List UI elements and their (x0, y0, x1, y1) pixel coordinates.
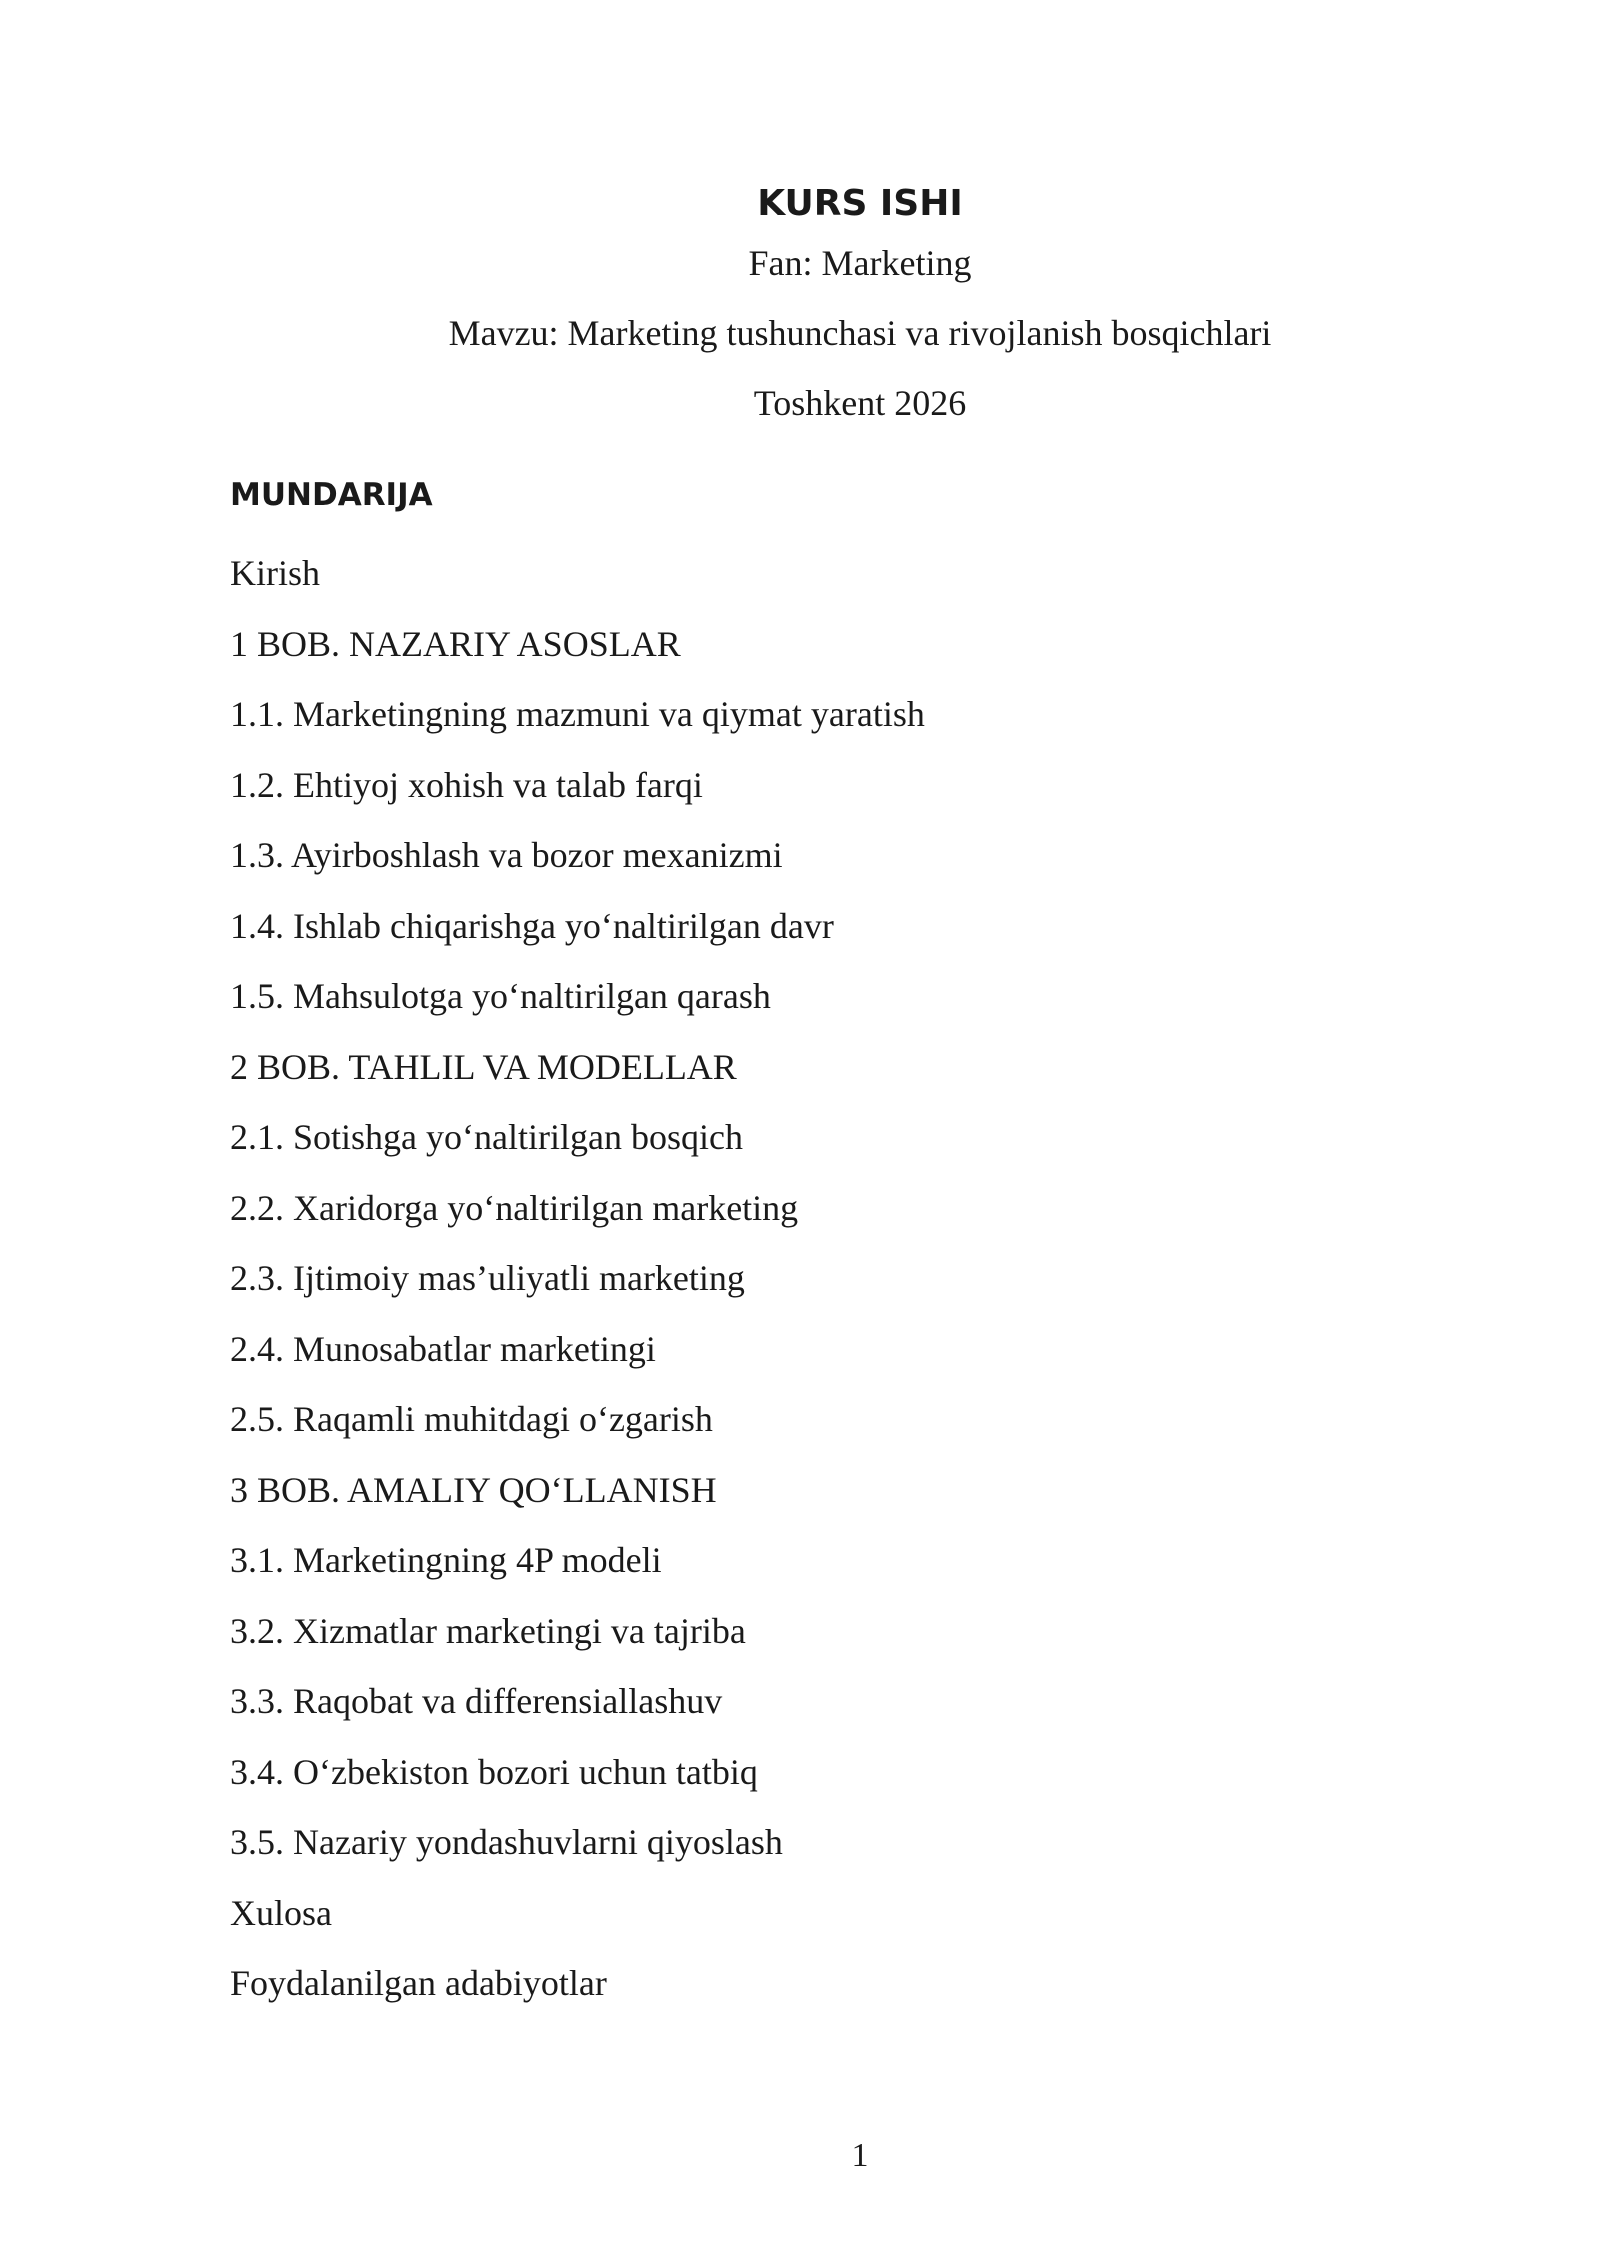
table-of-contents-heading: MUNDARIJA (230, 477, 433, 513)
toc-item: 3.4. O‘zbekiston bozori uchun tatbiq (230, 1751, 758, 1792)
toc-item: Kirish (230, 553, 320, 593)
toc-item: 3.3. Raqobat va differensiallashuv (230, 1681, 723, 1721)
toc-item: 2.2. Xaridorga yo‘naltirilgan marketing (230, 1187, 799, 1228)
toc-item: Foydalanilgan adabiyotlar (230, 1963, 607, 2003)
toc-item: 3.1. Marketingning 4P modeli (230, 1540, 662, 1580)
page-number: 1 (851, 2137, 869, 2174)
toc-item: Xulosa (230, 1892, 332, 1933)
toc-item: 2 BOB. TAHLIL VA MODELLAR (230, 1046, 737, 1087)
table-of-contents (230, 545, 925, 2026)
toc-item: 1.2. Ehtiyoj xohish va talab farqi (230, 764, 703, 805)
toc-item: 2.5. Raqamli muhitdagi o‘zgarish (230, 1399, 713, 1439)
toc-item: 1.4. Ishlab chiqarishga yo‘naltirilgan davr (230, 905, 834, 946)
toc-item: 1.3. Ayirboshlash va bozor mexanizmi (230, 835, 783, 875)
toc-item: 2.3. Ijtimoiy mas’uliyatli marketing (230, 1258, 745, 1298)
place-year-line: Toshkent 2026 (753, 383, 967, 423)
toc-item: 3.2. Xizmatlar marketingi va tajriba (230, 1610, 746, 1651)
toc-item: 1.1. Marketingning mazmuni va qiymat yaratish (230, 694, 925, 734)
toc-item: 1.5. Mahsulotga yo‘naltirilgan qarash (230, 976, 771, 1016)
topic-line: Mavzu: Marketing tushunchasi va rivojlanish bosqichlari (448, 313, 1272, 353)
toc-item: 3 BOB. AMALIY QO‘LLANISH (230, 1469, 717, 1510)
toc-item: 3.5. Nazariy yondashuvlarni qiyoslash (230, 1822, 783, 1862)
toc-item: 2.1. Sotishga yo‘naltirilgan bosqich (230, 1117, 743, 1157)
toc-item: 2.4. Munosabatlar marketingi (230, 1328, 656, 1369)
subject-line: Fan: Marketing (748, 243, 972, 283)
toc-item: 1 BOB. NAZARIY ASOSLAR (230, 623, 681, 664)
document-title: KURS ISHI (757, 183, 963, 224)
